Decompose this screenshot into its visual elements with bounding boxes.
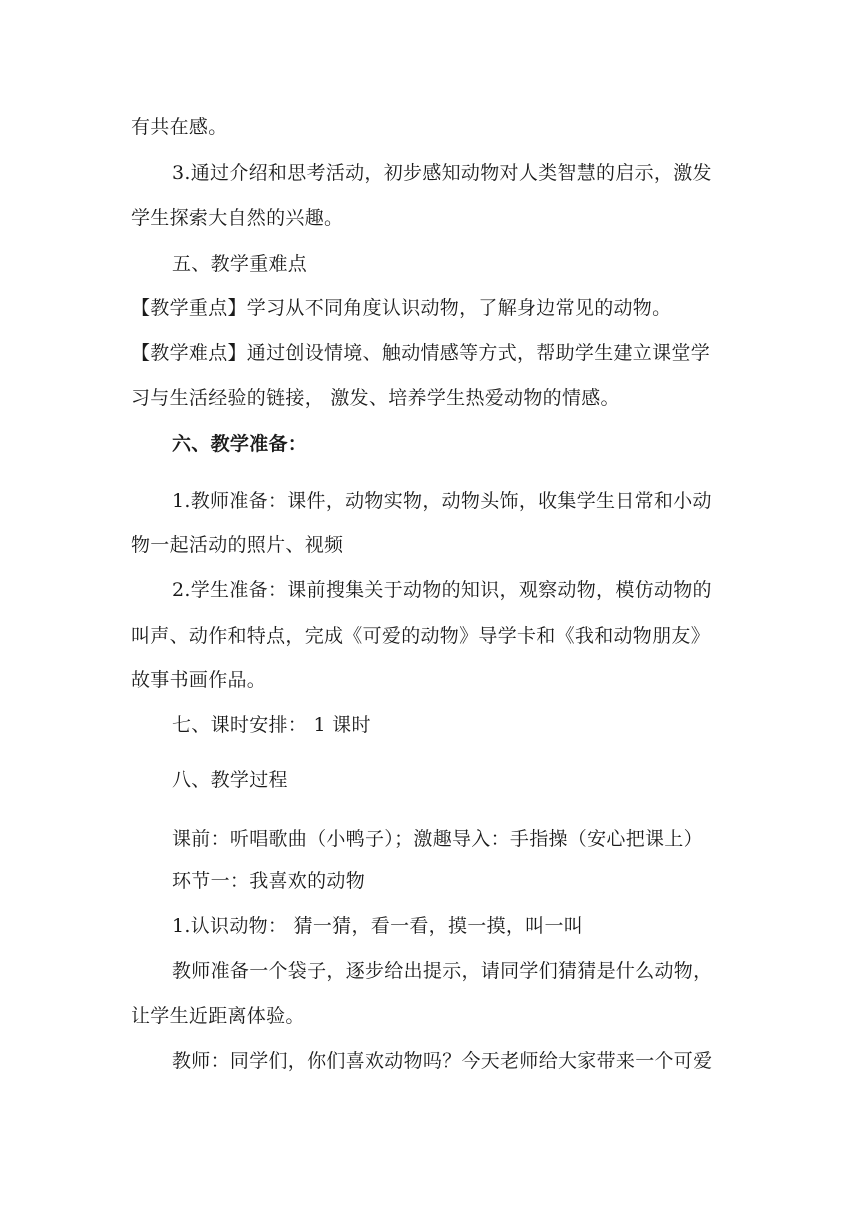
- section-heading: 七、课时安排： 1 课时: [172, 714, 371, 736]
- text-line: 1.教师准备：课件，动物实物，动物头饰，收集学生日常和小动: [172, 490, 712, 512]
- text-line: 叫声、动作和特点，完成《可爱的动物》导学卡和《我和动物朋友》: [131, 625, 711, 647]
- text-line: 3.通过介绍和思考活动，初步感知动物对人类智慧的启示，激发: [172, 162, 712, 184]
- section-heading: 六、教学准备：: [172, 433, 308, 455]
- subsection-heading: 环节一：我喜欢的动物: [172, 870, 366, 892]
- text-line: 故事书画作品。: [131, 669, 267, 691]
- text-line: 让学生近距离体验。: [131, 1005, 305, 1027]
- section-heading: 五、教学重难点: [172, 253, 308, 275]
- text-line: 物一起活动的照片、视频: [131, 534, 344, 556]
- text-line: 教师：同学们，你们喜欢动物吗？今天老师给大家带来一个可爱: [172, 1050, 713, 1072]
- text-line: 习与生活经验的链接， 激发、培养学生热爱动物的情感。: [131, 387, 620, 409]
- text-line: 学生探索大自然的兴趣。: [131, 207, 344, 229]
- text-line: 【教学难点】通过创设情境、触动情感等方式，帮助学生建立课堂学: [131, 342, 711, 364]
- text-line: 1.认识动物： 猜一猜，看一看，摸一摸，叫一叫: [172, 915, 584, 937]
- text-line: 有共在感。: [131, 116, 228, 138]
- section-heading: 八、教学过程: [172, 769, 288, 791]
- text-line: 【教学重点】学习从不同角度认识动物，了解身边常见的动物。: [131, 297, 672, 319]
- text-line: 教师准备一个袋子，逐步给出提示，请同学们猜猜是什么动物，: [172, 960, 713, 982]
- text-line: 2.学生准备：课前搜集关于动物的知识，观察动物，模仿动物的: [172, 579, 712, 601]
- text-line: 课前：听唱歌曲（小鸭子）；激趣导入：手指操（安心把课上）: [172, 828, 703, 850]
